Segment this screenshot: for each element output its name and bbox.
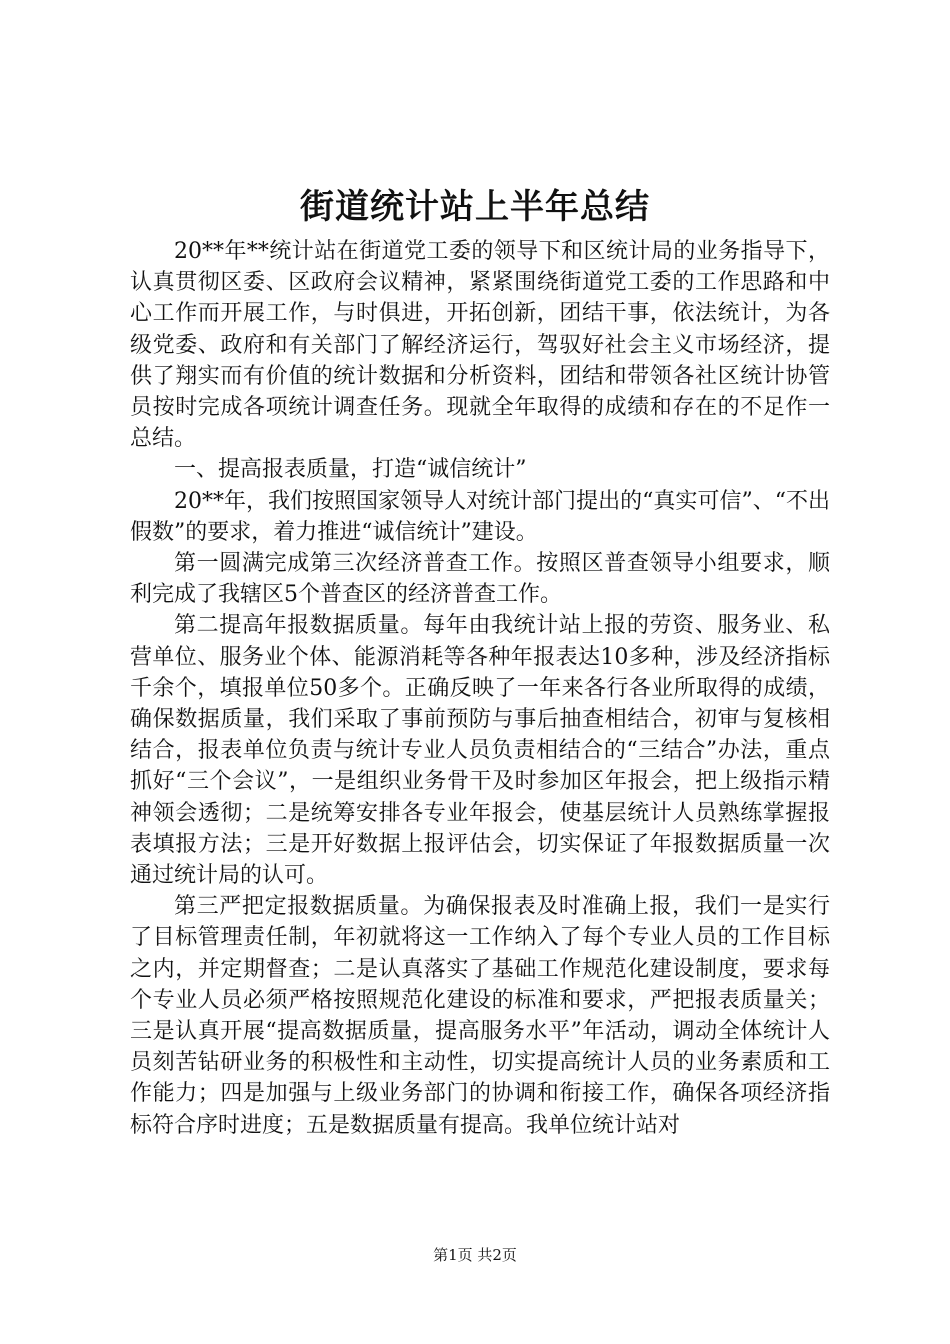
paragraph-second-annual-report: 第二提高年报数据质量。每年由我统计站上报的劳资、服务业、私营单位、服务业个体、能源消耗等各种年报表达10多种，涉及经济指标千余个，填报单位50多个。正确反映了一年来各行各业所取得的成绩，确保数据质量，我们采取了事前预防与事后抽查相结合，初审与复核相结合，报表单位负责与统计专业人员负责相结合的“三结合”办法，重点抓好“三个会议”，一是组织业务骨干及时参加区年报会，把上级指示精神领会透彻；二是统筹安排各专业年报会，使基层统计人员熟练掌握报表填报方法；三是开好数据上报评估会，切实保证了年报数据质量一次通过统计局的认可。 [130, 613, 830, 889]
section-heading-1: 一、提高报表质量，打造“诚信统计” [174, 457, 527, 483]
document-title: 街道统计站上半年总结 [300, 187, 650, 227]
page-footer: 第1页 共2页 [433, 1246, 517, 1264]
paragraph-intro: 20**年**统计站在街道党工委的领导下和区统计局的业务指导下，认真贯彻区委、区政府会议精神，紧紧围绕街道党工委的工作思路和中心工作而开展工作，与时俱进，开拓创新，团结干事，依法统计，为各级党委、政府和有关部门了解经济运行，驾驭好社会主义市场经济，提供了翔实而有价值的统计数据和分析资料，团结和带领各社区统计协管员按时完成各项统计调查任务。现就全年取得的成绩和存在的不足作一总结。 [130, 239, 830, 452]
document-body [130, 236, 830, 1141]
paragraph-integrity: 20**年，我们按照国家领导人对统计部门提出的“真实可信”、“不出假数”的要求，着力推进“诚信统计”建设。 [130, 488, 830, 545]
paragraph-third-periodic-report: 第三严把定报数据质量。为确保报表及时准确上报，我们一是实行了目标管理责任制，年初就将这一工作纳入了每个专业人员的工作目标之内，并定期督查；二是认真落实了基础工作规范化建设制度，要求每个专业人员必须严格按照规范化建设的标准和要求，严把报表质量关；三是认真开展“提高数据质量，提高服务水平”年活动，调动全体统计人员刻苦钻研业务的积极性和主动性，切实提高统计人员的业务素质和工作能力；四是加强与上级业务部门的协调和衔接工作，确保各项经济指标符合序时进度；五是数据质量有提高。我单位统计站对 [130, 894, 830, 1138]
paragraph-first-census: 第一圆满完成第三次经济普查工作。按照区普查领导小组要求，顺利完成了我辖区5个普查区的经济普查工作。 [130, 551, 830, 608]
